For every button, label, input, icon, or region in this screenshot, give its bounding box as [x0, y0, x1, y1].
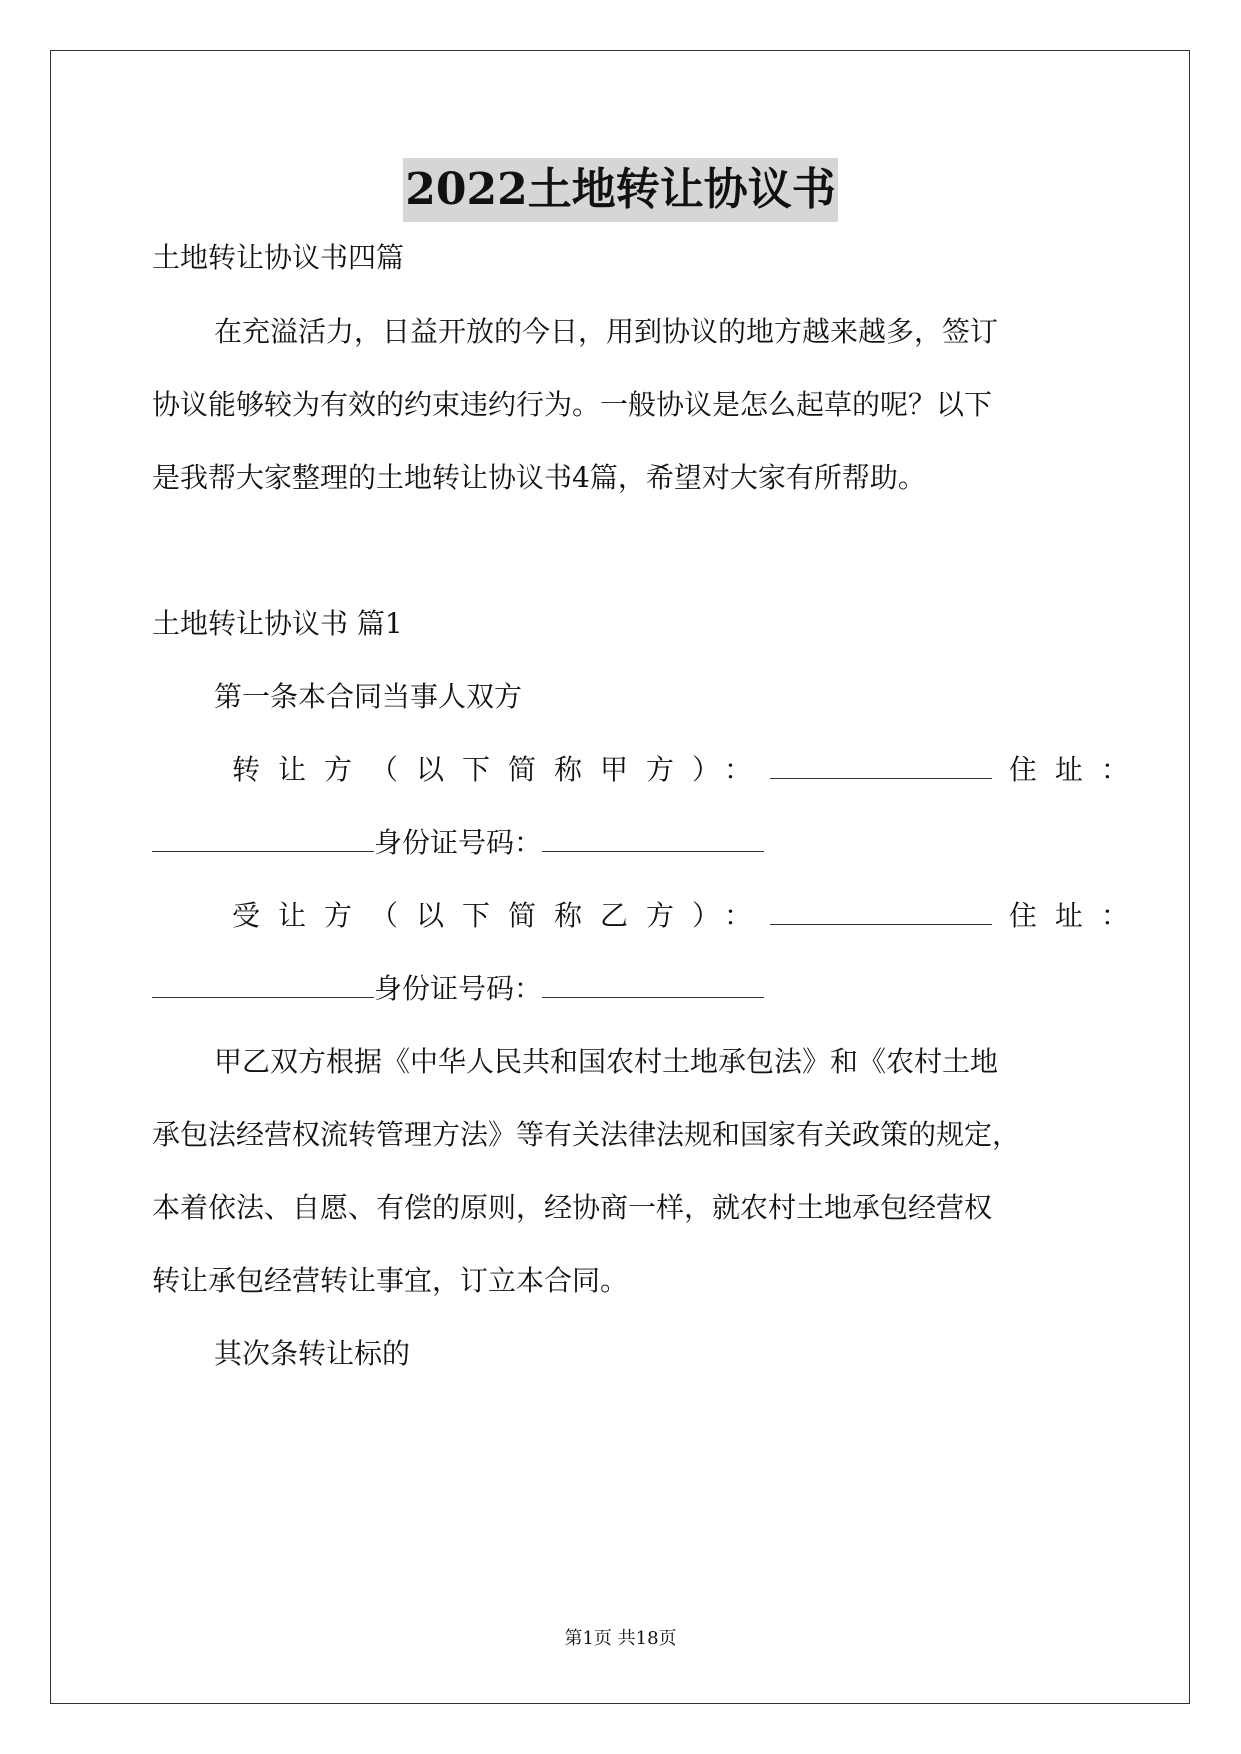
- transferor-id-blank: [542, 825, 764, 852]
- page-border: [50, 50, 1190, 1704]
- subtitle: 土地转让协议书四篇: [152, 241, 405, 274]
- transferor-label: 转让方（以下简称甲方）：: [232, 753, 771, 786]
- section-heading: 土地转让协议书 篇1: [152, 607, 403, 640]
- transferor-line: [232, 752, 1147, 788]
- transferor-name-blank: [770, 752, 992, 779]
- transferee-address-blank: [152, 971, 374, 998]
- transferee-id-line: [152, 971, 764, 1007]
- title-container: [0, 158, 1241, 222]
- transferee-name-blank: [770, 898, 992, 925]
- article-1: 第一条本合同当事人双方: [214, 680, 523, 713]
- basis-line-4: 转让承包经营转让事宜，订立本合同。: [152, 1264, 629, 1297]
- article-2: 其次条转让标的: [214, 1337, 411, 1370]
- transferee-label: 受让方（以下简称乙方）：: [232, 899, 771, 932]
- intro-line-2: 协议能够较为有效的约束违约行为。一般协议是怎么起草的呢？以下: [152, 388, 993, 421]
- intro-line-1: 在充溢活力，日益开放的今日，用到协议的地方越来越多，签订: [214, 315, 999, 348]
- transferor-address-label: 住址：: [1008, 753, 1147, 786]
- transferor-id-line: [152, 825, 764, 861]
- basis-line-3: 本着依法、自愿、有偿的原则，经协商一样，就农村土地承包经营权: [152, 1191, 993, 1224]
- document-title: 2022土地转让协议书: [403, 158, 837, 222]
- page-number: 第1页 共18页: [564, 1628, 677, 1649]
- basis-line-2: 承包法经营权流转管理方法》等有关法律法规和国家有关政策的规定，: [152, 1118, 1021, 1151]
- transferee-address-label: 住址：: [1008, 899, 1147, 932]
- transferee-line: [232, 898, 1147, 934]
- transferor-address-blank: [152, 825, 374, 852]
- intro-line-3: 是我帮大家整理的土地转让协议书4篇，希望对大家有所帮助。: [152, 461, 926, 494]
- transferee-id-blank: [542, 971, 764, 998]
- transferor-id-label: 身份证号码：: [374, 826, 543, 859]
- transferee-id-label: 身份证号码：: [374, 972, 543, 1005]
- basis-line-1: 甲乙双方根据《中华人民共和国农村土地承包法》和《农村土地: [214, 1045, 999, 1078]
